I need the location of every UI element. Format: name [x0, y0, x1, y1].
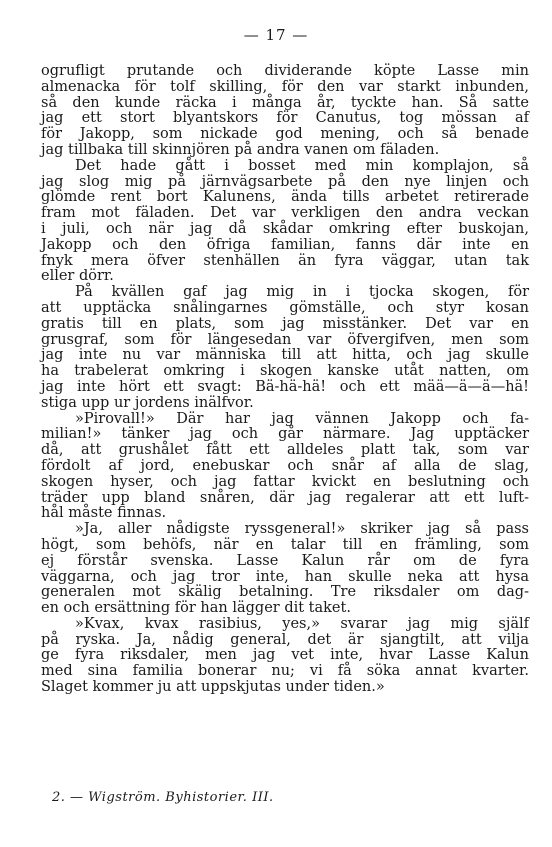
text-line: »Ja, aller nådigste ryssgeneral!» skriker jag så pass — [75, 521, 529, 538]
body-text — [41, 64, 529, 696]
text-line: fnyk mera öfver stenhällen än fyra väggar, utan tak — [41, 252, 529, 269]
text-line: på ryska. Ja, nådig general, det är sjangtilt, att vilja — [41, 631, 529, 648]
text-line: Slaget kommer ju att uppskjutas under tiden.» — [41, 679, 385, 696]
text-line: På kvällen gaf jag mig in i tjocka skogen, för — [75, 284, 529, 301]
text-line: ge fyra riksdaler, men jag vet inte, hvar Lasse Kalun — [41, 647, 529, 664]
text-line: hål måste finnas. — [41, 505, 167, 522]
text-line: med sina familia bonerar nu; vi få söka annat kvarter. — [41, 663, 529, 680]
text-line: att upptäcka snålingarnes gömställe, och styr kosan — [41, 299, 529, 316]
text-line: väggarna, och jag tror inte, han skulle neka att hysa — [41, 568, 529, 585]
text-line: Jakopp och den öfriga familian, fanns där inte en — [41, 236, 529, 253]
text-line: jag inte nu var människa till att hitta, och jag skulle — [41, 347, 529, 364]
text-line: ej förstår svenska. Lasse Kalun rår om de fyra — [41, 552, 529, 569]
text-line: då, att grushålet fått ett alldeles platt tak, som var — [41, 442, 529, 459]
paragraph — [41, 412, 529, 523]
text-line: träder upp bland snåren, där jag regalerar att ett luft- — [41, 489, 529, 506]
text-line: glömde rent bort Kalunens, ända tills arbetet retirerade — [41, 189, 529, 206]
text-line: skogen hyser, och jag fattar kvickt en beslutning och — [41, 473, 529, 490]
text-line: jag inte hört ett svagt: Bä-hä-hä! och ett mää—ä—ä—hä! — [41, 378, 529, 395]
text-line: »Pirovall!» Där har jag vännen Jakopp och fa- — [75, 410, 529, 427]
text-line: grusgraf, som för längesedan var öfvergifven, men som — [41, 331, 529, 348]
text-line: så den kunde räcka i många år, tyckte han. Så satte — [41, 94, 529, 111]
text-line: jag ett stort blyantskors för Canutus, tog mössan af — [41, 110, 529, 127]
text-line: en och ersättning för han lägger dit taket. — [41, 600, 351, 617]
paragraph — [41, 522, 529, 617]
text-line: ogrufligt prutande och dividerande köpte Lasse min — [41, 63, 529, 79]
text-line: eller dörr. — [41, 268, 114, 285]
text-line: högt, som behöfs, när en talar till en främling, som — [41, 536, 529, 553]
paragraph — [41, 285, 529, 411]
text-line: Det hade gått i bosset med min komplajon, så — [75, 157, 529, 174]
text-line: för Jakopp, som nickade god mening, och så benade — [41, 126, 529, 143]
text-line: almenacka för tolf skilling, för den var starkt inbunden, — [41, 78, 529, 95]
text-line: jag slog mig på järnvägsarbete på den nye linjen och — [41, 173, 529, 190]
text-line: generalen mot skälig betalning. Tre riksdaler om dag- — [41, 584, 529, 601]
text-line: i juli, och när jag då skådar omkring efter buskojan, — [41, 220, 529, 237]
text-line: stiga upp ur jordens inälfvor. — [41, 394, 254, 411]
text-line: ha trabelerat omkring i skogen kanske utåt natten, om — [41, 363, 529, 380]
text-line: milian!» tänker jag och går närmare. Jag upptäcker — [41, 426, 529, 443]
text-line: fram mot fäladen. Det var verkligen den andra veckan — [41, 205, 529, 222]
text-line: jag tillbaka till skinnjören på andra vanen om fäladen. — [41, 141, 440, 158]
footer-signature: 2. — Wigström. Byhistorier. III. — [52, 790, 274, 805]
paragraph — [41, 64, 529, 159]
paragraph — [41, 159, 529, 285]
text-line: »Kvax, kvax rasibius, yes,» svarar jag mig själf — [75, 615, 529, 632]
text-line: fördolt af jord, enebuskar och snår af alla de slag, — [41, 457, 529, 474]
page-number: — 17 — — [243, 26, 309, 44]
paragraph — [41, 617, 529, 696]
text-line: gratis till en plats, som jag misstänker. Det var en — [41, 315, 529, 332]
